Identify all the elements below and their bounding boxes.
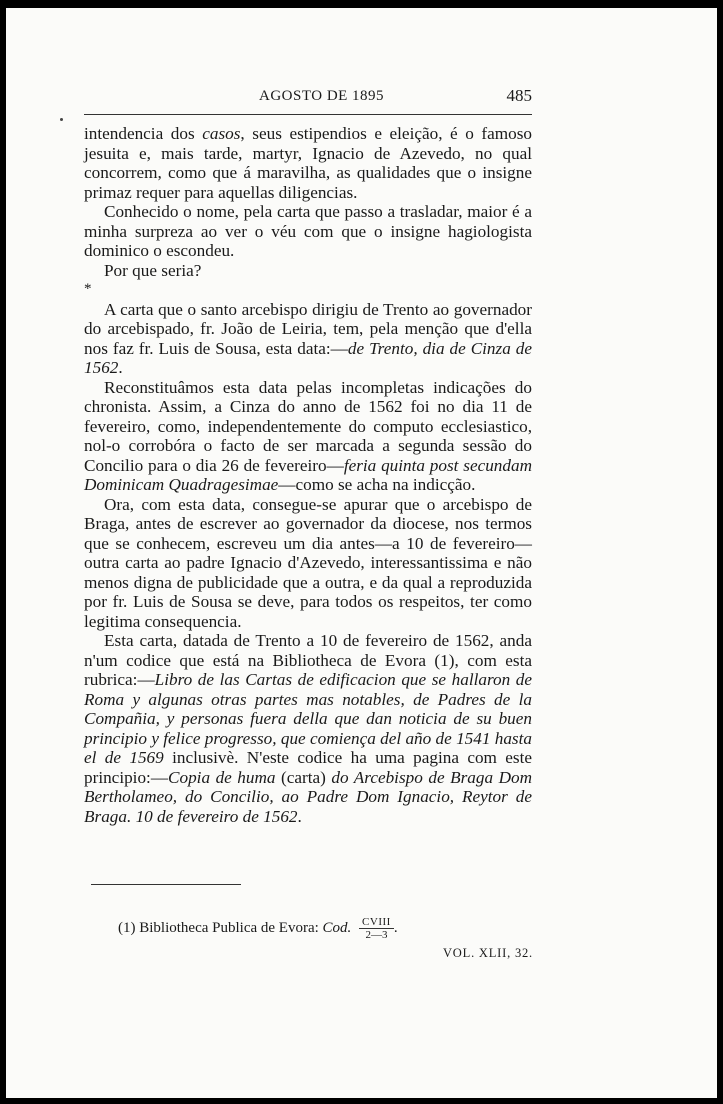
fraction-denominator: 2—3 <box>365 929 388 941</box>
fraction-numerator: CVIII <box>359 916 394 929</box>
paragraph-3: Por que seria? <box>104 260 202 280</box>
paragraph-1: intendencia dos casos, seus estipendios e eleição, é o famoso jesuita e, mais tarde, martyr, Ignacio de Azevedo, no qual concorrem, como que á maravilha, as qualidades que o insigne primaz requer para aquellas diligencias. <box>84 124 532 202</box>
volume-signature: VOL. XLII, 32. <box>442 946 533 960</box>
page-number: 485 <box>506 86 532 105</box>
running-title: AGOSTO DE 1895 <box>259 88 385 104</box>
footnote: (1) Bibliotheca Publica de Evora: Cod. $\frac{\text{CVIII}}{2—3}$ . <box>118 916 398 941</box>
paragraph-7: Esta carta, datada de Trento a 10 de fevereiro de 1562, anda n'um codice que está na Bibliotheca de Evora (1), com esta rubrica:—Libro de las Cartas de edificacion que se hallaron de Roma y algunas otras partes mas notables, de Padres de la Compañia, y personas fuera della que dan noticia de su buen principio y felice progresso, que comiença del año de 1541 hasta el de 1569 inclusivè. N'este codice ha uma pagina com este principio:—Copia de huma (carta) do Arcebispo de Braga Dom Bertholameo, do Concilio, ao Padre Dom Ignacio, Reytor de Braga. 10 de fevereiro de 1562. <box>84 631 532 826</box>
section-break-asterisk: * <box>84 281 92 297</box>
header-rule <box>84 114 532 115</box>
paragraph-4: A carta que o santo arcebispo dirigiu de Trento ao governador do arcebispado, fr. João de Leiria, tem, pela menção que d'ella nos faz fr. Luis de Sousa, esta data:—de Trento, dia de Cinza de 1562. <box>84 299 532 377</box>
body-text <box>84 124 532 826</box>
footnote-rule <box>91 884 241 885</box>
speck <box>60 118 63 121</box>
running-header <box>84 86 532 110</box>
paragraph-5: Reconstituâmos esta data pelas incompletas indicações do chronista. Assim, a Cinza do anno de 1562 foi no dia 11 de fevereiro, como, independentemente do computo ecclesiastico, nol-o corrobóra o facto de ser marcada a segunda sessão do Concilio para o dia 26 de fevereiro—feria quinta post secundam Dominicam Quadragesimae—como se acha na indicção. <box>84 377 532 494</box>
paragraph-6: Ora, com esta data, consegue-se apurar que o arcebispo de Braga, antes de escrever ao governador da diocese, nos termos que se conhecem, escreveu um dia antes—a 10 de fevereiro—outra carta ao padre Ignacio d'Azevedo, interessantissima e não menos digna de publicidade que a outra, e da qual a reproduzida por fr. Luis de Sousa se deve, para todos os respeitos, ter como legitima consequencia. <box>84 494 532 631</box>
paragraph-2: Conhecido o nome, pela carta que passo a trasladar, maior é a minha surpreza ao ver o véu com que o insigne hagiologista dominico o escondeu. <box>84 202 532 260</box>
codex-fraction <box>359 916 394 941</box>
